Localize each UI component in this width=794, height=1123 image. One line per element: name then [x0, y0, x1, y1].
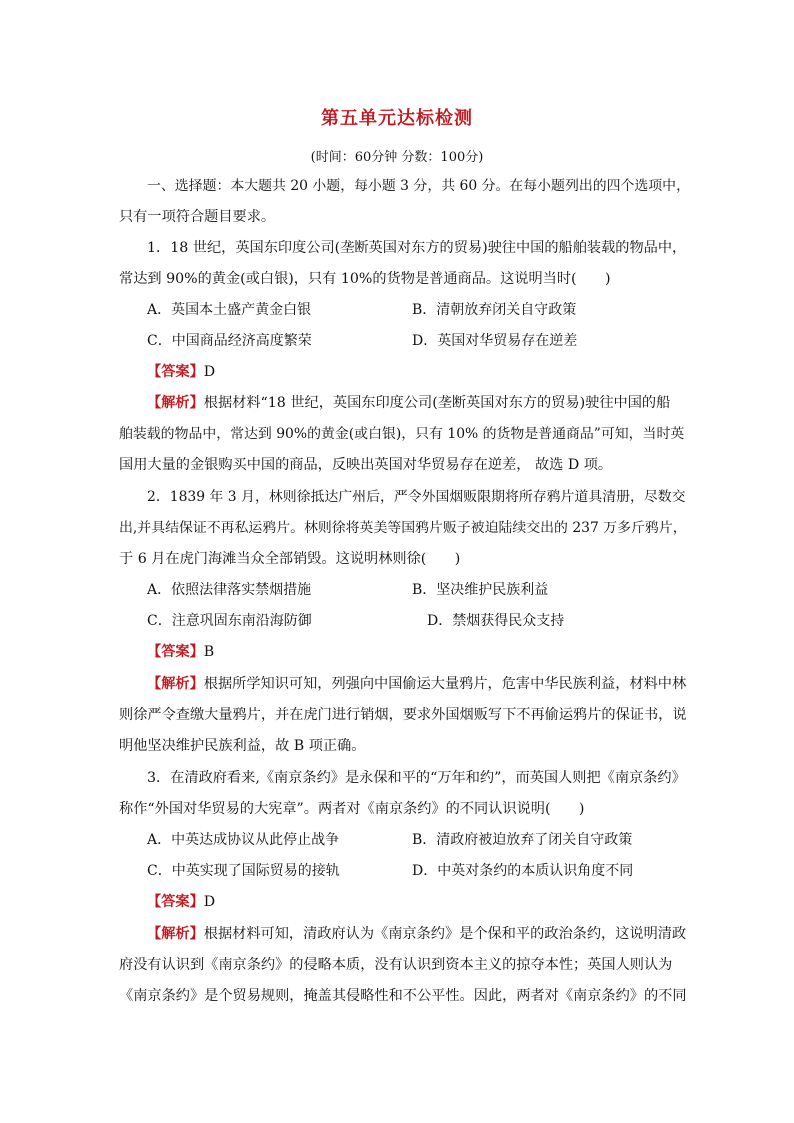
answer-value: D: [203, 364, 216, 380]
analysis-text: 根据材料可知，清政府认为《南京条约》是个保和平的政治条约，这说明清政: [203, 926, 687, 942]
question-2-stem: 于 6 月在虎门海滩当众全部销毁。这说明林则徐( ): [119, 551, 461, 567]
answer-label: 【答案】: [147, 364, 204, 380]
answer-label: 【答案】: [147, 894, 204, 910]
question-3-option-c: C．中英实现了国际贸易的接轨: [147, 863, 340, 879]
question-1-option-b: B．清朝放弃闭关自守政策: [412, 302, 577, 318]
question-3-stem: 称作“外国对华贸易的大宪章”。两者对《南京条约》的不同认识说明( ): [119, 801, 585, 817]
question-2-option-d: D．禁烟获得民众支持: [427, 613, 565, 629]
question-3-option-b: B．清政府被迫放弃了闭关自守政策: [412, 832, 633, 848]
question-3-option-d: D．中英对条约的本质认识角度不同: [412, 863, 634, 879]
question-1-option-a: A．英国本土盛产黄金白银: [147, 302, 312, 318]
question-1-stem: 常达到 90%的黄金(或白银)，只有 10%的货物是普通商品。这说明当时( ): [119, 271, 611, 287]
question-2-option-c: C．注意巩固东南沿海防御: [147, 613, 312, 629]
question-3-option-a: A．中英达成协议从此停止战争: [147, 832, 340, 848]
analysis-label: 【解析】: [147, 395, 204, 411]
analysis-label: 【解析】: [147, 676, 204, 692]
answer-value: D: [203, 894, 216, 910]
question-2-stem: 2．1839 年 3 月，林则徐抵达广州后，严令外国烟贩限期将所存鸦片道具清册，尽数交: [147, 489, 686, 505]
question-1-option-c: C．中国商品经济高度繁荣: [147, 333, 312, 349]
question-3-analysis: 《南京条约》是个贸易规则，掩盖其侵略性和不公平性。因此，两者对《南京条约》的不同: [119, 988, 687, 1004]
question-2-option-a: A．依照法律落实禁烟措施: [147, 582, 312, 598]
question-1-analysis: 舶装载的物品中，常达到 90%的黄金(或白银)，只有 10% 的货物是普通商品”可知，当时英: [119, 426, 685, 442]
analysis-text: 根据所学知识可知，列强向中国偷运大量鸦片，危害中华民族利益，材料中林: [203, 676, 687, 692]
question-1-answer: [147, 362, 215, 382]
exam-time-score: (时间：60分钟 分数：100分): [310, 150, 484, 165]
analysis-text: 根据材料“18 世纪，英国东印度公司(垄断英国对东方的贸易)驶往中国的船: [203, 395, 671, 411]
answer-label: 【答案】: [147, 644, 204, 660]
question-1-analysis: [147, 393, 670, 413]
question-2-option-b: B．坚决维护民族利益: [412, 582, 549, 598]
section-instruction-line: 只有一项符合题目要求。: [119, 209, 276, 225]
question-1-analysis: 国用大量的金银购买中国的商品，反映出英国对华贸易存在逆差， 故选 D 项。: [119, 457, 613, 473]
answer-value: B: [203, 644, 215, 660]
section-instruction-line: 一、选择题：本大题共 20 小题，每小题 3 分，共 60 分。在每小题列出的四个选项中，: [147, 178, 690, 194]
question-2-analysis: [147, 674, 686, 694]
question-3-stem: 3．在清政府看来,《南京条约》是永保和平的“万年和约”，而英国人则把《南京条约》: [147, 770, 686, 786]
question-3-answer: [147, 892, 215, 912]
question-1-stem: 1．18 世纪，英国东印度公司(垄断英国对东方的贸易)驶往中国的船舶装载的物品中，: [147, 240, 687, 256]
question-2-analysis: 明他坚决维护民族利益，故 B 项正确。: [119, 738, 366, 754]
question-2-analysis: 则徐严令查缴大量鸦片，并在虎门进行销烟，要求外国烟贩写下不再偷运鸦片的保证书，说: [119, 707, 687, 723]
question-2-stem: 出,并具结保证不再私运鸦片。林则徐将英美等国鸦片贩子被迫陆续交出的 237 万多斤鸦片，: [119, 520, 687, 536]
question-3-analysis: [147, 924, 686, 944]
question-2-answer: [147, 642, 214, 662]
analysis-label: 【解析】: [147, 926, 204, 942]
question-3-analysis: 府没有认识到《南京条约》的侵略本质，没有认识到资本主义的掠夺本性；英国人则认为: [119, 957, 673, 973]
question-1-option-d: D．英国对华贸易存在逆差: [412, 333, 578, 349]
page-title: 第五单元达标检测: [321, 108, 473, 129]
